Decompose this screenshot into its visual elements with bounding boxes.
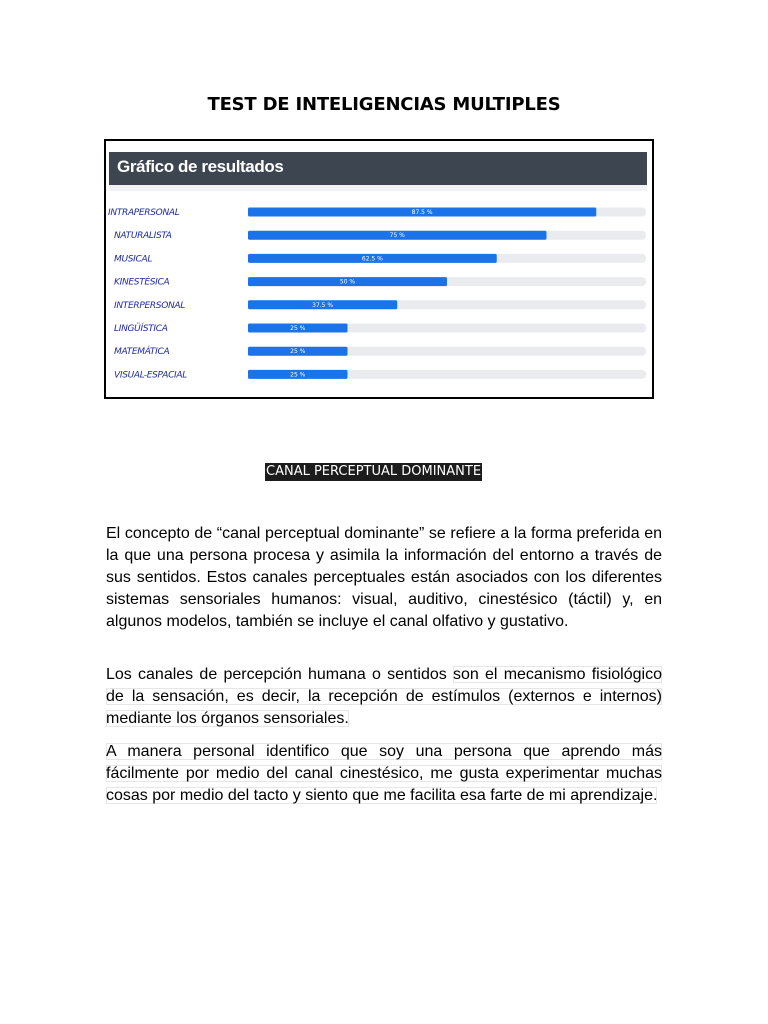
bar-value-label: 75 % xyxy=(389,232,405,240)
bar-row xyxy=(114,276,646,288)
category-label: KINESTÉSICA xyxy=(114,277,170,288)
paragraph-1: El concepto de “canal perceptual dominante” se refiere a la forma preferida en la que una persona procesa y asimila la información del entorno a través de sus sentidos. Estos canales perceptuales están asociados con los diferentes sistemas sensoriales humanos: visual, auditivo, cinestésico (táctil) y, en algunos modelos, también se incluye el canal olfativo y gustativo. xyxy=(106,525,662,630)
bar-value-label: 25 % xyxy=(290,371,306,379)
category-label: INTERPERSONAL xyxy=(114,300,185,311)
paragraph-2-highlight: son el mecanismo fisiológico de la sensación, es decir, la recepción de estímulos (externos e internos) mediante los órganos sensoriales. xyxy=(106,666,662,727)
bar-value-label: 25 % xyxy=(290,348,306,356)
bar-row xyxy=(114,300,646,311)
bar-row xyxy=(108,208,646,219)
bar-chart-svg xyxy=(106,141,652,397)
bar-row xyxy=(114,345,646,357)
bar-value-label: 50 % xyxy=(339,278,356,286)
category-label: MATEMÁTICA xyxy=(114,347,170,358)
paragraph-3 xyxy=(106,741,662,807)
category-label: INTRAPERSONAL xyxy=(108,208,180,218)
paragraph-2 xyxy=(106,664,662,730)
bar-value-label: 25 % xyxy=(290,325,306,332)
bar-row xyxy=(114,231,646,242)
bar-row xyxy=(114,254,646,265)
chart-title: Gráfico de resultados xyxy=(117,157,284,176)
category-label: VISUAL-ESPACIAL xyxy=(114,370,187,381)
bar-value-label: 37.5 % xyxy=(312,301,334,309)
bar-value-label: 62.5 % xyxy=(361,255,383,263)
category-label: MUSICAL xyxy=(114,254,153,265)
category-label: LINGÜÍSTICA xyxy=(114,324,168,334)
section-heading: CANAL PERCEPTUAL DOMINANTE xyxy=(266,464,482,479)
paragraph-3-highlight: A manera personal identifico que soy una persona que aprendo más fácilmente por medio del canal cinestésico, me gusta experimentar muchas cosas por medio del tacto y siento que me facilita esa farte de mi aprendizaje. xyxy=(106,743,662,804)
bar-row xyxy=(114,370,646,381)
bar-row xyxy=(114,322,646,334)
bar-value-label: 87.5 % xyxy=(411,209,433,216)
category-label: NATURALISTA xyxy=(114,231,172,242)
document-title: TEST DE INTELIGENCIAS MULTIPLES xyxy=(207,94,561,115)
paragraph-2-start: Los canales de percepción humana o sentidos xyxy=(106,666,453,683)
results-chart-image xyxy=(104,139,654,399)
